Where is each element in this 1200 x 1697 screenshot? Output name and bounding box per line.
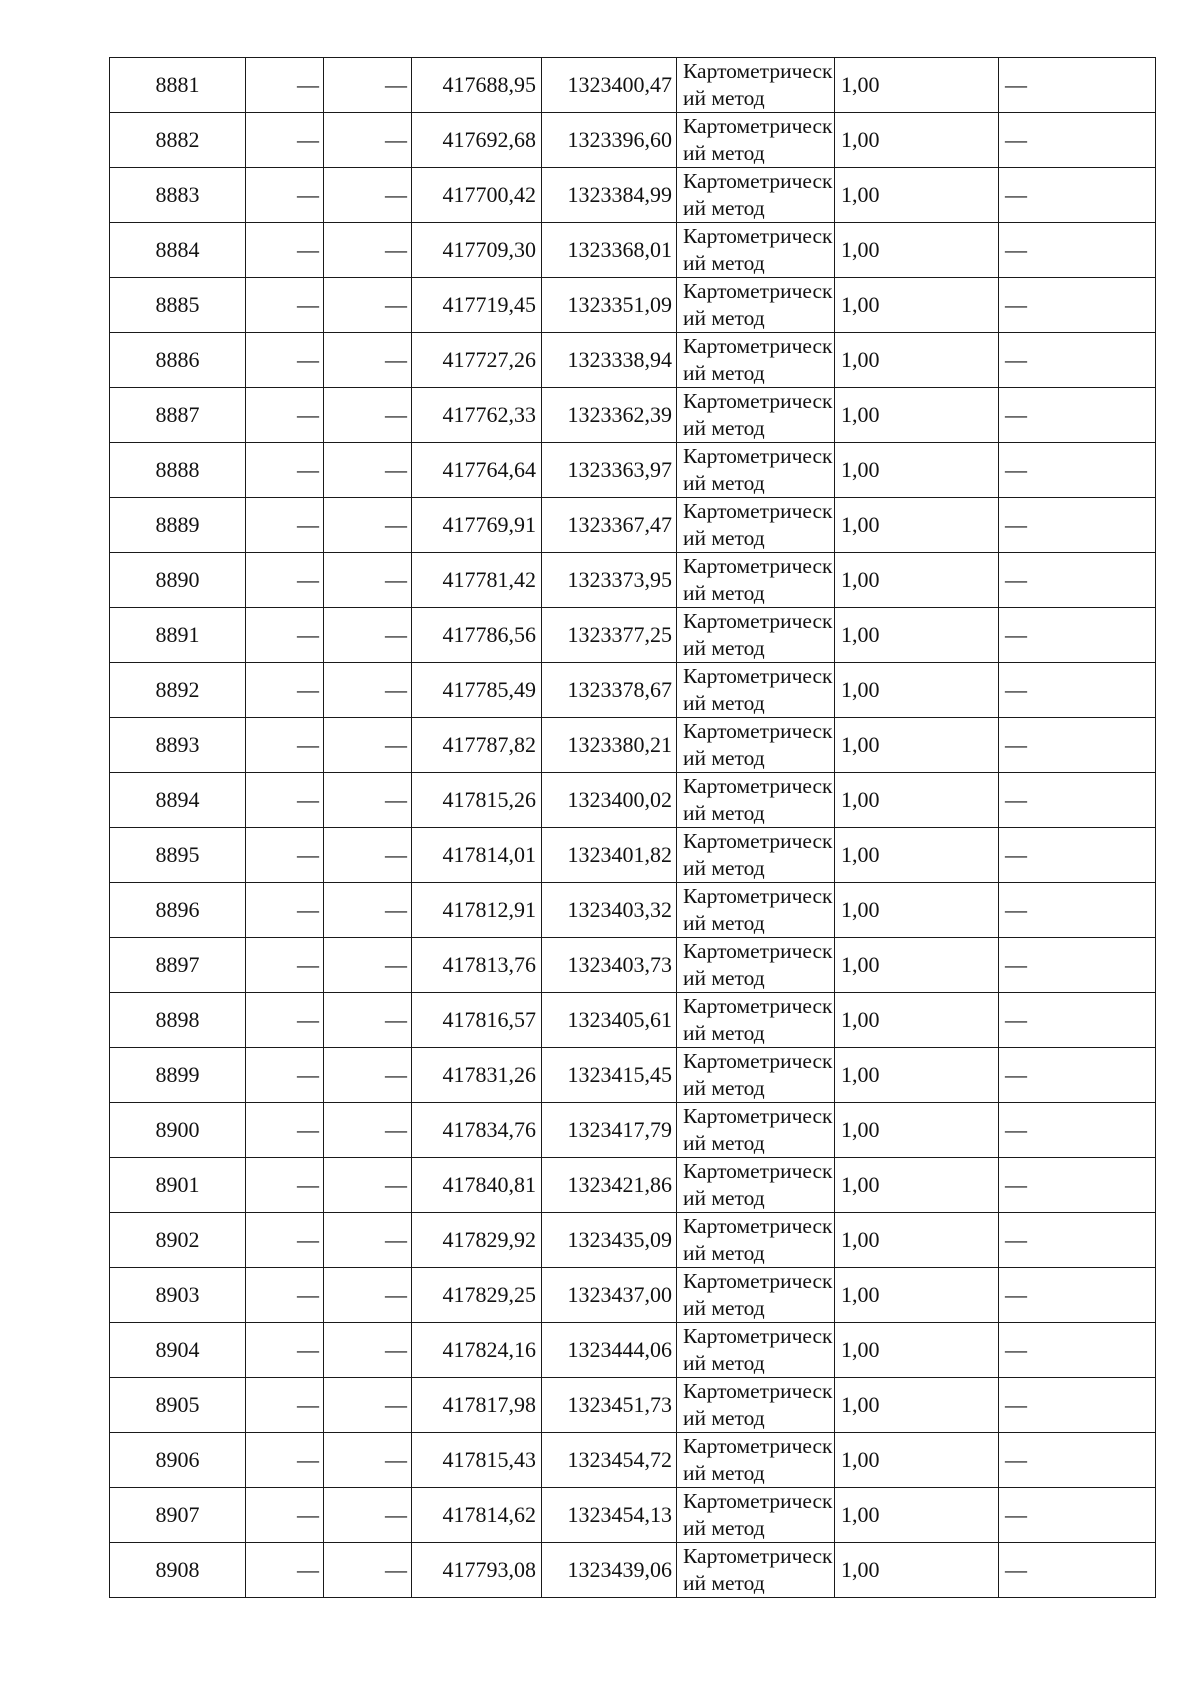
point-number: 8882 (110, 113, 246, 168)
empty-dash-cell: — (324, 1543, 412, 1598)
method-cell: Картометрический метод (677, 608, 835, 663)
empty-dash-cell: — (324, 1323, 412, 1378)
coordinate-y: 1323380,21 (542, 718, 677, 773)
empty-dash-cell: — (246, 58, 324, 113)
empty-dash-cell: — (324, 828, 412, 883)
method-cell: Картометрический метод (677, 1488, 835, 1543)
coordinates-table (109, 57, 1156, 1598)
coordinate-x: 417829,25 (412, 1268, 542, 1323)
accuracy-cell: 1,00 (835, 443, 999, 498)
accuracy-cell: 1,00 (835, 1488, 999, 1543)
empty-dash-cell: — (246, 1103, 324, 1158)
accuracy-cell: 1,00 (835, 828, 999, 883)
empty-dash-cell: — (246, 223, 324, 278)
table-row (110, 1213, 1156, 1268)
coordinate-x: 417785,49 (412, 663, 542, 718)
accuracy-cell: 1,00 (835, 278, 999, 333)
coordinate-y: 1323451,73 (542, 1378, 677, 1433)
coordinate-x: 417817,98 (412, 1378, 542, 1433)
empty-dash-cell: — (324, 443, 412, 498)
coordinate-y: 1323400,02 (542, 773, 677, 828)
coordinate-y: 1323421,86 (542, 1158, 677, 1213)
coordinate-x: 417786,56 (412, 608, 542, 663)
empty-dash-cell: — (324, 553, 412, 608)
table-row (110, 498, 1156, 553)
point-number: 8902 (110, 1213, 246, 1268)
empty-dash-cell: — (246, 113, 324, 168)
coordinate-y: 1323367,47 (542, 498, 677, 553)
point-number: 8903 (110, 1268, 246, 1323)
empty-dash-cell: — (999, 333, 1156, 388)
method-cell: Картометрический метод (677, 553, 835, 608)
empty-dash-cell: — (246, 1213, 324, 1268)
method-cell: Картометрический метод (677, 1433, 835, 1488)
table-row (110, 1323, 1156, 1378)
empty-dash-cell: — (999, 168, 1156, 223)
empty-dash-cell: — (324, 1433, 412, 1488)
coordinate-x: 417814,01 (412, 828, 542, 883)
coordinate-x: 417813,76 (412, 938, 542, 993)
table-row (110, 718, 1156, 773)
method-cell: Картометрический метод (677, 1048, 835, 1103)
point-number: 8908 (110, 1543, 246, 1598)
table-row (110, 1433, 1156, 1488)
method-cell: Картометрический метод (677, 113, 835, 168)
table-row (110, 1158, 1156, 1213)
empty-dash-cell: — (999, 1543, 1156, 1598)
coordinate-x: 417719,45 (412, 278, 542, 333)
coordinate-y: 1323373,95 (542, 553, 677, 608)
empty-dash-cell: — (246, 1048, 324, 1103)
method-cell: Картометрический метод (677, 498, 835, 553)
method-cell: Картометрический метод (677, 333, 835, 388)
coordinate-y: 1323444,06 (542, 1323, 677, 1378)
empty-dash-cell: — (999, 993, 1156, 1048)
coordinate-x: 417781,42 (412, 553, 542, 608)
empty-dash-cell: — (324, 663, 412, 718)
coordinate-y: 1323415,45 (542, 1048, 677, 1103)
empty-dash-cell: — (999, 938, 1156, 993)
coordinate-y: 1323351,09 (542, 278, 677, 333)
empty-dash-cell: — (324, 168, 412, 223)
empty-dash-cell: — (324, 333, 412, 388)
coordinate-x: 417700,42 (412, 168, 542, 223)
empty-dash-cell: — (246, 883, 324, 938)
coordinate-y: 1323403,32 (542, 883, 677, 938)
accuracy-cell: 1,00 (835, 993, 999, 1048)
accuracy-cell: 1,00 (835, 1378, 999, 1433)
table-row (110, 168, 1156, 223)
coordinate-y: 1323368,01 (542, 223, 677, 278)
accuracy-cell: 1,00 (835, 1048, 999, 1103)
coordinate-y: 1323396,60 (542, 113, 677, 168)
method-cell: Картометрический метод (677, 58, 835, 113)
method-cell: Картометрический метод (677, 773, 835, 828)
empty-dash-cell: — (999, 278, 1156, 333)
table-row (110, 993, 1156, 1048)
table-row (110, 58, 1156, 113)
table-body (110, 58, 1156, 1598)
coordinate-x: 417824,16 (412, 1323, 542, 1378)
coordinate-x: 417834,76 (412, 1103, 542, 1158)
empty-dash-cell: — (324, 1213, 412, 1268)
coordinate-y: 1323400,47 (542, 58, 677, 113)
point-number: 8904 (110, 1323, 246, 1378)
accuracy-cell: 1,00 (835, 938, 999, 993)
empty-dash-cell: — (999, 223, 1156, 278)
method-cell: Картометрический метод (677, 278, 835, 333)
accuracy-cell: 1,00 (835, 113, 999, 168)
accuracy-cell: 1,00 (835, 608, 999, 663)
empty-dash-cell: — (246, 663, 324, 718)
point-number: 8893 (110, 718, 246, 773)
coordinate-x: 417815,26 (412, 773, 542, 828)
empty-dash-cell: — (999, 608, 1156, 663)
method-cell: Картометрический метод (677, 718, 835, 773)
empty-dash-cell: — (246, 773, 324, 828)
accuracy-cell: 1,00 (835, 333, 999, 388)
accuracy-cell: 1,00 (835, 1433, 999, 1488)
coordinate-y: 1323403,73 (542, 938, 677, 993)
accuracy-cell: 1,00 (835, 223, 999, 278)
coordinate-y: 1323437,00 (542, 1268, 677, 1323)
point-number: 8885 (110, 278, 246, 333)
point-number: 8891 (110, 608, 246, 663)
empty-dash-cell: — (999, 883, 1156, 938)
empty-dash-cell: — (246, 553, 324, 608)
empty-dash-cell: — (246, 1378, 324, 1433)
empty-dash-cell: — (999, 1158, 1156, 1213)
point-number: 8899 (110, 1048, 246, 1103)
point-number: 8889 (110, 498, 246, 553)
point-number: 8892 (110, 663, 246, 718)
accuracy-cell: 1,00 (835, 553, 999, 608)
empty-dash-cell: — (324, 1378, 412, 1433)
empty-dash-cell: — (324, 883, 412, 938)
method-cell: Картометрический метод (677, 223, 835, 278)
empty-dash-cell: — (324, 1158, 412, 1213)
empty-dash-cell: — (324, 718, 412, 773)
empty-dash-cell: — (246, 278, 324, 333)
table-row (110, 1543, 1156, 1598)
empty-dash-cell: — (999, 113, 1156, 168)
table-row (110, 223, 1156, 278)
empty-dash-cell: — (999, 1268, 1156, 1323)
empty-dash-cell: — (324, 58, 412, 113)
coordinate-y: 1323401,82 (542, 828, 677, 883)
coordinate-y: 1323384,99 (542, 168, 677, 223)
empty-dash-cell: — (324, 773, 412, 828)
method-cell: Картометрический метод (677, 828, 835, 883)
empty-dash-cell: — (246, 1543, 324, 1598)
method-cell: Картометрический метод (677, 443, 835, 498)
coordinate-x: 417764,64 (412, 443, 542, 498)
empty-dash-cell: — (246, 1323, 324, 1378)
coordinate-y: 1323378,67 (542, 663, 677, 718)
table-row (110, 1268, 1156, 1323)
coordinate-x: 417709,30 (412, 223, 542, 278)
method-cell: Картометрический метод (677, 1158, 835, 1213)
accuracy-cell: 1,00 (835, 388, 999, 443)
coordinate-x: 417688,95 (412, 58, 542, 113)
point-number: 8896 (110, 883, 246, 938)
empty-dash-cell: — (999, 553, 1156, 608)
accuracy-cell: 1,00 (835, 1158, 999, 1213)
empty-dash-cell: — (246, 333, 324, 388)
coordinate-x: 417829,92 (412, 1213, 542, 1268)
table-row (110, 608, 1156, 663)
method-cell: Картометрический метод (677, 1268, 835, 1323)
empty-dash-cell: — (999, 1213, 1156, 1268)
method-cell: Картометрический метод (677, 938, 835, 993)
method-cell: Картометрический метод (677, 168, 835, 223)
point-number: 8906 (110, 1433, 246, 1488)
empty-dash-cell: — (246, 993, 324, 1048)
empty-dash-cell: — (324, 278, 412, 333)
table-row (110, 113, 1156, 168)
empty-dash-cell: — (246, 608, 324, 663)
coordinate-y: 1323363,97 (542, 443, 677, 498)
table-row (110, 1048, 1156, 1103)
coordinate-x: 417814,62 (412, 1488, 542, 1543)
empty-dash-cell: — (246, 828, 324, 883)
coordinate-y: 1323377,25 (542, 608, 677, 663)
coordinate-x: 417787,82 (412, 718, 542, 773)
accuracy-cell: 1,00 (835, 1323, 999, 1378)
point-number: 8887 (110, 388, 246, 443)
table-row (110, 883, 1156, 938)
empty-dash-cell: — (324, 388, 412, 443)
empty-dash-cell: — (999, 58, 1156, 113)
empty-dash-cell: — (246, 718, 324, 773)
accuracy-cell: 1,00 (835, 773, 999, 828)
empty-dash-cell: — (246, 1433, 324, 1488)
point-number: 8883 (110, 168, 246, 223)
accuracy-cell: 1,00 (835, 1268, 999, 1323)
coordinate-y: 1323439,06 (542, 1543, 677, 1598)
table-row (110, 828, 1156, 883)
coordinate-x: 417793,08 (412, 1543, 542, 1598)
point-number: 8907 (110, 1488, 246, 1543)
coordinate-x: 417812,91 (412, 883, 542, 938)
empty-dash-cell: — (246, 388, 324, 443)
point-number: 8901 (110, 1158, 246, 1213)
accuracy-cell: 1,00 (835, 883, 999, 938)
coordinate-y: 1323417,79 (542, 1103, 677, 1158)
point-number: 8900 (110, 1103, 246, 1158)
empty-dash-cell: — (999, 773, 1156, 828)
method-cell: Картометрический метод (677, 883, 835, 938)
table-row (110, 553, 1156, 608)
empty-dash-cell: — (246, 938, 324, 993)
point-number: 8894 (110, 773, 246, 828)
coordinate-x: 417816,57 (412, 993, 542, 1048)
empty-dash-cell: — (324, 993, 412, 1048)
method-cell: Картометрический метод (677, 1543, 835, 1598)
coordinate-y: 1323405,61 (542, 993, 677, 1048)
empty-dash-cell: — (999, 1103, 1156, 1158)
point-number: 8886 (110, 333, 246, 388)
table-row (110, 1103, 1156, 1158)
table-row (110, 1378, 1156, 1433)
empty-dash-cell: — (999, 1048, 1156, 1103)
accuracy-cell: 1,00 (835, 498, 999, 553)
method-cell: Картометрический метод (677, 993, 835, 1048)
empty-dash-cell: — (999, 718, 1156, 773)
empty-dash-cell: — (324, 608, 412, 663)
coordinate-y: 1323338,94 (542, 333, 677, 388)
method-cell: Картометрический метод (677, 1323, 835, 1378)
coordinate-y: 1323362,39 (542, 388, 677, 443)
empty-dash-cell: — (999, 443, 1156, 498)
coordinate-y: 1323454,13 (542, 1488, 677, 1543)
empty-dash-cell: — (246, 498, 324, 553)
method-cell: Картометрический метод (677, 388, 835, 443)
empty-dash-cell: — (999, 828, 1156, 883)
table-row (110, 1488, 1156, 1543)
accuracy-cell: 1,00 (835, 1103, 999, 1158)
table-row (110, 663, 1156, 718)
coordinate-y: 1323435,09 (542, 1213, 677, 1268)
accuracy-cell: 1,00 (835, 58, 999, 113)
empty-dash-cell: — (246, 443, 324, 498)
coordinate-x: 417762,33 (412, 388, 542, 443)
point-number: 8898 (110, 993, 246, 1048)
coordinate-y: 1323454,72 (542, 1433, 677, 1488)
coordinate-x: 417692,68 (412, 113, 542, 168)
empty-dash-cell: — (999, 1378, 1156, 1433)
accuracy-cell: 1,00 (835, 168, 999, 223)
coordinate-x: 417727,26 (412, 333, 542, 388)
accuracy-cell: 1,00 (835, 663, 999, 718)
point-number: 8905 (110, 1378, 246, 1433)
point-number: 8895 (110, 828, 246, 883)
coordinate-x: 417769,91 (412, 498, 542, 553)
point-number: 8884 (110, 223, 246, 278)
point-number: 8888 (110, 443, 246, 498)
accuracy-cell: 1,00 (835, 718, 999, 773)
table-row (110, 278, 1156, 333)
table-row (110, 333, 1156, 388)
empty-dash-cell: — (324, 1048, 412, 1103)
empty-dash-cell: — (246, 168, 324, 223)
empty-dash-cell: — (999, 663, 1156, 718)
empty-dash-cell: — (324, 1488, 412, 1543)
empty-dash-cell: — (324, 498, 412, 553)
method-cell: Картометрический метод (677, 1103, 835, 1158)
point-number: 8881 (110, 58, 246, 113)
table-row (110, 938, 1156, 993)
method-cell: Картометрический метод (677, 663, 835, 718)
empty-dash-cell: — (324, 1268, 412, 1323)
empty-dash-cell: — (246, 1158, 324, 1213)
accuracy-cell: 1,00 (835, 1543, 999, 1598)
empty-dash-cell: — (999, 1433, 1156, 1488)
table-row (110, 443, 1156, 498)
point-number: 8890 (110, 553, 246, 608)
empty-dash-cell: — (999, 1323, 1156, 1378)
empty-dash-cell: — (999, 1488, 1156, 1543)
point-number: 8897 (110, 938, 246, 993)
empty-dash-cell: — (324, 1103, 412, 1158)
coordinate-x: 417815,43 (412, 1433, 542, 1488)
coordinate-x: 417840,81 (412, 1158, 542, 1213)
empty-dash-cell: — (999, 498, 1156, 553)
empty-dash-cell: — (999, 388, 1156, 443)
empty-dash-cell: — (324, 223, 412, 278)
method-cell: Картометрический метод (677, 1378, 835, 1433)
empty-dash-cell: — (324, 938, 412, 993)
accuracy-cell: 1,00 (835, 1213, 999, 1268)
method-cell: Картометрический метод (677, 1213, 835, 1268)
table-row (110, 388, 1156, 443)
empty-dash-cell: — (324, 113, 412, 168)
empty-dash-cell: — (246, 1268, 324, 1323)
coordinate-x: 417831,26 (412, 1048, 542, 1103)
table-row (110, 773, 1156, 828)
empty-dash-cell: — (246, 1488, 324, 1543)
